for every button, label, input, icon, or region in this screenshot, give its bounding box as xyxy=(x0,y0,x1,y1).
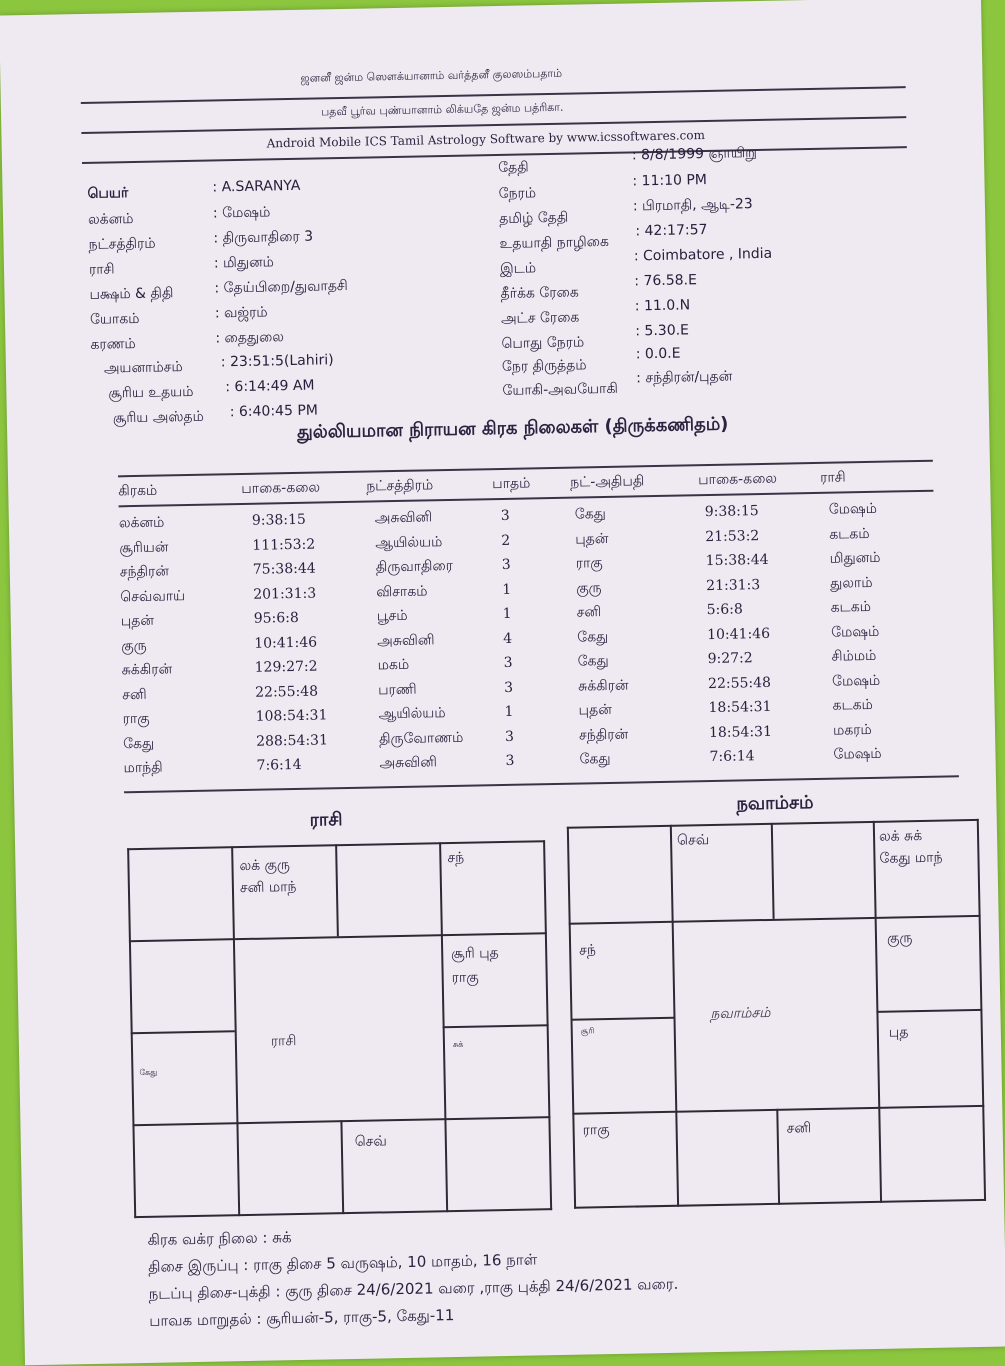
navamsa-cell-pisces-line2: கேது மாந் xyxy=(879,849,943,867)
table-cell: 1 xyxy=(504,703,514,720)
detail-label: நேரம் xyxy=(498,185,537,202)
detail-value: : 0.0.E xyxy=(635,345,681,363)
navamsa-cell-capricorn: புத xyxy=(888,1024,909,1041)
table-cell: 2 xyxy=(501,532,511,549)
table-cell: 22:55:48 xyxy=(707,674,772,692)
table-cell: மேஷம் xyxy=(830,623,880,641)
navamsa-center-label: நவாம்சம் xyxy=(710,1004,771,1023)
table-cell: கடகம் xyxy=(832,696,874,714)
rasi-chart xyxy=(127,840,552,1218)
table-cell: 201:31:3 xyxy=(253,585,317,603)
divider xyxy=(81,116,906,133)
table-cell: ஆயில்யம் xyxy=(375,533,443,551)
detail-label: இடம் xyxy=(499,260,537,277)
detail-label: யோகம் xyxy=(89,310,140,328)
detail-label: தமிழ் தேதி xyxy=(498,209,569,227)
table-column-header: நட்சத்திரம் xyxy=(366,477,434,495)
table-cell: 95:6:8 xyxy=(253,609,299,627)
table-column-header: நட்-அதிபதி xyxy=(570,473,645,491)
table-cell: சந்திரன் xyxy=(119,563,170,581)
detail-value: : 11.0.N xyxy=(634,297,691,315)
table-cell: 3 xyxy=(503,679,514,696)
table-cell: சனி xyxy=(576,604,602,621)
table-cell: 3 xyxy=(505,752,515,769)
table-column-header: பாகை-கலை xyxy=(241,479,321,497)
table-cell: துலாம் xyxy=(830,574,873,592)
divider xyxy=(82,146,907,163)
rasi-cell-libra: செவ் xyxy=(354,1133,388,1150)
detail-label: கரணம் xyxy=(90,335,136,353)
table-cell: கடகம் xyxy=(830,598,872,616)
table-cell: 10:41:46 xyxy=(706,625,771,643)
navamsa-cell-pisces-line1: லக் சுக் xyxy=(878,827,923,845)
navamsa-cell-leo: சந் xyxy=(579,942,597,959)
table-cell: குரு xyxy=(576,579,602,597)
detail-value: : தேய்பிறை/துவாதசி xyxy=(214,277,348,297)
table-cell: ராகு xyxy=(575,555,603,572)
table-cell: மேஷம் xyxy=(828,500,878,518)
detail-value: : பிரமாதி, ஆடி-23 xyxy=(632,196,753,215)
detail-label: லக்னம் xyxy=(87,211,134,228)
table-cell: அசுவினி xyxy=(374,509,433,527)
detail-value: : 5.30.E xyxy=(635,322,690,340)
table-cell: கேது xyxy=(579,750,611,768)
table-cell: 3 xyxy=(500,507,510,525)
table-cell: புதன் xyxy=(575,530,609,548)
rasi-cell-cancer-line1: சூரி புத xyxy=(451,945,499,963)
detail-label: ராசி xyxy=(88,261,115,278)
detail-label: பொது நேரம் xyxy=(501,334,585,352)
table-cell: 21:53:2 xyxy=(705,527,760,545)
table-cell: புதன் xyxy=(578,701,612,719)
table-cell: லக்னம் xyxy=(118,514,165,532)
table-cell: 18:54:31 xyxy=(708,698,772,717)
detail-value: : மேஷம் xyxy=(212,204,271,222)
detail-label: நட்சத்திரம் xyxy=(88,235,156,253)
table-cell: 15:38:44 xyxy=(705,551,769,570)
navamsa-cell-sagittarius: சனி xyxy=(786,1120,812,1137)
table-cell: சந்திரன் xyxy=(578,726,629,744)
detail-value: : 8/8/1999 ஞாயிறு xyxy=(631,145,757,164)
detail-value: : 6:14:49 AM xyxy=(225,377,315,396)
table-cell: மகம் xyxy=(377,656,410,674)
table-cell: 18:54:31 xyxy=(708,723,773,741)
table-cell: சூரியன் xyxy=(119,538,169,556)
table-cell: 22:55:48 xyxy=(255,683,319,701)
detail-value: : 76.58.E xyxy=(634,272,698,290)
detail-value: : Coimbatore , India xyxy=(633,245,773,265)
rasi-cell-leo: சுக் xyxy=(452,1039,464,1050)
rasi-cell-capricorn: கேது xyxy=(139,1067,158,1078)
rasi-cell-aries-line2: சனி மாந் xyxy=(239,879,297,897)
detail-label: அட்ச ரேகை xyxy=(500,309,580,327)
table-cell: பூசம் xyxy=(376,607,408,625)
table-cell: 288:54:31 xyxy=(255,731,329,750)
rasi-cell-gemini: சந் xyxy=(447,849,465,867)
table-cell: 5:6:8 xyxy=(706,601,743,619)
table-cell: 10:41:46 xyxy=(254,634,318,652)
detail-value: : திருவாதிரை 3 xyxy=(213,228,314,247)
table-cell: திருவாதிரை xyxy=(375,557,454,576)
detail-value: : 42:17:57 xyxy=(635,221,708,240)
detail-label: தேதி xyxy=(497,159,529,176)
table-cell: கேது xyxy=(577,652,609,670)
table-column-header: பாதம் xyxy=(492,475,531,493)
table-cell: 129:27:2 xyxy=(254,658,318,676)
header-sloka-line2: பதவீ பூர்வ புண்யானாம் லிக்யதே ஜன்ம பத்ரிகா. xyxy=(320,100,564,119)
table-cell: சுக்கிரன் xyxy=(577,677,629,695)
navamsa-cell-aquarius: குரு xyxy=(886,930,913,947)
table-cell: கேது xyxy=(574,505,607,523)
software-credit: Android Mobile ICS Tamil Astrology Software by www.icssoftwares.com xyxy=(266,128,706,151)
table-top-rule xyxy=(118,460,933,477)
table-cell: மகரம் xyxy=(832,721,872,739)
table-cell: 75:38:44 xyxy=(252,560,316,578)
detail-label: உதயாதி நாழிகை xyxy=(499,233,610,252)
table-cell: 3 xyxy=(501,556,511,574)
table-cell: ராகு xyxy=(122,710,150,728)
detail-label: தீர்க்க ரேகை xyxy=(500,284,579,302)
table-cell: 7:6:14 xyxy=(256,756,302,774)
footer-current-dasa: நடப்பு திசை-புக்தி : குரு திசை 24/6/2021 வரை ,ராகு புக்தி 24/6/2021 வரை. xyxy=(148,1274,679,1303)
table-cell: திருவோணம் xyxy=(378,729,464,747)
footer-retrograde: கிரக வக்ர நிலை : சுக் xyxy=(147,1228,292,1249)
table-cell: சுக்கிரன் xyxy=(121,661,173,679)
table-cell: 1 xyxy=(502,605,512,622)
table-cell: 21:31:3 xyxy=(706,576,761,594)
navamsa-cell-libra: ராகு xyxy=(582,1122,610,1139)
detail-value: : 23:51:5(Lahiri) xyxy=(220,352,334,371)
divider xyxy=(81,86,906,103)
table-cell: மிதுனம் xyxy=(829,549,881,567)
table-cell: அசுவினி xyxy=(377,631,435,649)
table-cell: ஆயில்யம் xyxy=(378,705,446,723)
footer-dasa-balance: திசை இருப்பு : ராகு திசை 5 வருஷம், 10 மாதம், 16 நாள் xyxy=(148,1250,538,1276)
table-cell: 7:6:14 xyxy=(709,748,755,766)
table-cell: 3 xyxy=(504,728,515,745)
header-sloka-line1: ஜனனீ ஜன்ம ஸௌக்யானாம் வர்த்தனீ குலஸம்பதாம் xyxy=(300,66,563,85)
table-cell: கேது xyxy=(122,735,155,752)
table-cell: விசாகம் xyxy=(376,582,428,600)
table-cell: மாந்தி xyxy=(123,759,163,777)
detail-value: : A.SARANYA xyxy=(212,177,301,196)
detail-label: சூரிய அஸ்தம் xyxy=(112,408,204,427)
navamsa-cell-virgo: சூரி xyxy=(580,1026,595,1036)
footer-bhava-change: பாவக மாறுதல் : சூரியன்-5, ராகு-5, கேது-11 xyxy=(149,1306,455,1330)
table-cell: 108:54:31 xyxy=(255,707,328,725)
table-cell: சிம்மம் xyxy=(831,647,877,665)
table-cell: மேஷம் xyxy=(833,745,882,763)
rasi-cell-cancer-line2: ராகு xyxy=(451,969,479,987)
table-cell: கேது xyxy=(577,628,609,646)
table-cell: கடகம் xyxy=(829,525,870,543)
table-cell: 3 xyxy=(503,654,513,671)
table-cell: குரு xyxy=(121,637,147,654)
table-cell: செவ்வாய் xyxy=(120,587,186,605)
navamsa-chart-title: நவாம்சம் xyxy=(736,792,814,815)
detail-label: பக்ஷம் & திதி xyxy=(89,285,174,303)
detail-label: பெயர் xyxy=(87,185,129,202)
detail-value: : சந்திரன்/புதன் xyxy=(636,368,733,387)
table-cell: அசுவினி xyxy=(379,754,438,772)
detail-value: : 11:10 PM xyxy=(632,171,708,190)
detail-label: நேர திருத்தம் xyxy=(501,357,587,375)
table-cell: 1 xyxy=(502,581,512,598)
rasi-center-label: ராசி xyxy=(270,1033,297,1050)
table-cell: சனி xyxy=(122,686,147,703)
table-column-header: ராசி xyxy=(820,469,846,486)
table-cell: மேஷம் xyxy=(831,672,881,690)
detail-value: : வஜ்ரம் xyxy=(214,304,268,322)
detail-value: : மிதுனம் xyxy=(213,254,275,272)
table-cell: புதன் xyxy=(120,612,155,630)
detail-label: சூரிய உதயம் xyxy=(108,383,194,402)
table-column-header: கிரகம் xyxy=(118,482,158,500)
table-bottom-rule xyxy=(124,775,959,793)
table-cell: 9:38:15 xyxy=(251,511,307,529)
table-cell: 9:27:2 xyxy=(707,650,753,668)
detail-value: : தைதுலை xyxy=(215,329,285,347)
table-cell: 9:38:15 xyxy=(704,503,759,521)
rasi-chart-title: ராசி xyxy=(309,809,343,831)
detail-label: அயனாம்சம் xyxy=(103,359,183,377)
rasi-cell-aries-line1: லக் குரு xyxy=(239,857,291,875)
detail-label: யோகி-அவயோகி xyxy=(502,380,619,399)
table-title: துல்லியமான நிராயன கிரக நிலைகள் (திருக்கணிதம்) xyxy=(296,413,729,443)
table-cell: 111:53:2 xyxy=(252,536,316,554)
table-column-header: பாகை-கலை xyxy=(698,470,778,489)
navamsa-chart xyxy=(567,819,986,1209)
navamsa-cell-taurus: செவ் xyxy=(676,832,710,849)
table-cell: பரணி xyxy=(377,681,417,698)
detail-value: : 6:40:45 PM xyxy=(229,402,319,421)
table-cell: 4 xyxy=(503,630,513,647)
